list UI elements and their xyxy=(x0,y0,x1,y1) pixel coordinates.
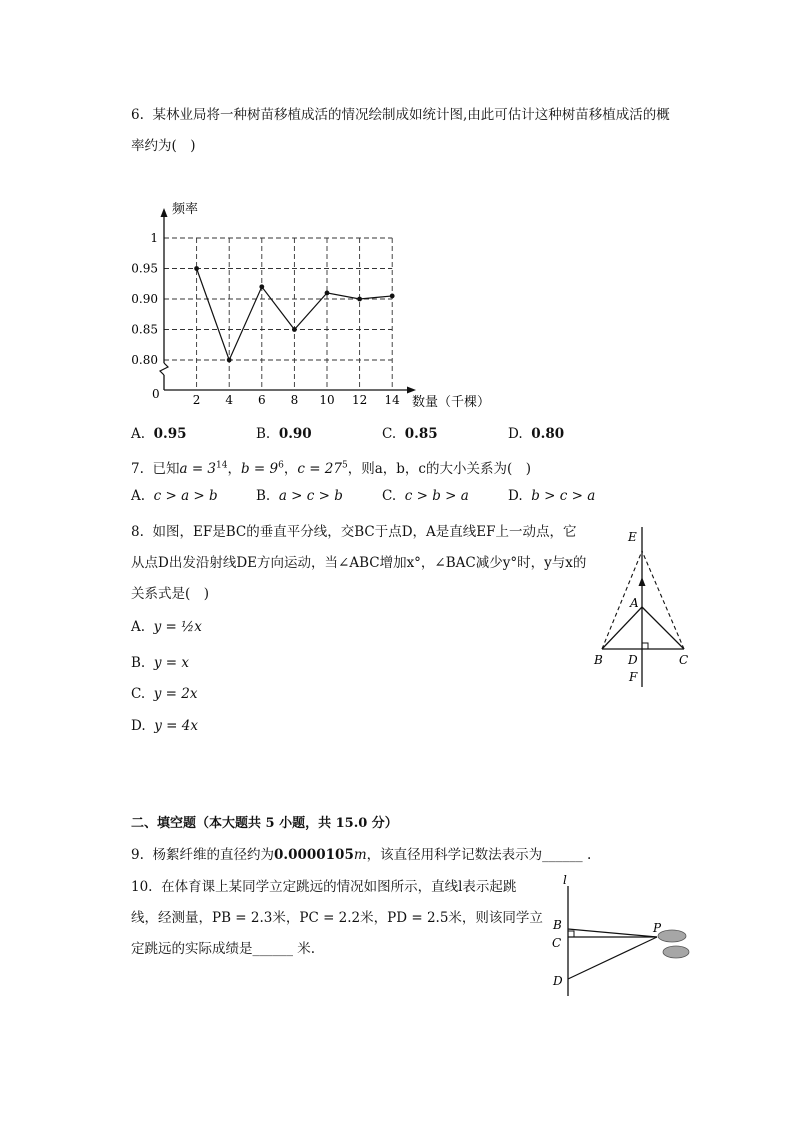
section-2-title: 二、填空题（本大题共 5 小题，共 15.0 分） xyxy=(131,816,398,831)
q7-sep-2: ， xyxy=(283,461,298,477)
label-l: l xyxy=(563,873,567,887)
chart-y-tick-label: 0.80 xyxy=(131,353,158,367)
right-angle-mark xyxy=(568,931,574,937)
q7-option-b[interactable] xyxy=(256,488,343,504)
chart-x-tick-label: 14 xyxy=(384,393,400,407)
q10-text-3: 定跳远的实际成绩是 xyxy=(131,941,253,957)
chart-y-tick-label: 0.95 xyxy=(131,261,158,276)
chart-axes xyxy=(160,208,416,394)
chart-y-arrow-icon xyxy=(161,208,168,217)
q9-answer-blank[interactable]: ______ xyxy=(542,847,583,863)
label-a: A xyxy=(630,596,639,610)
q6-option-a[interactable] xyxy=(131,426,187,442)
segment-ec-dashed xyxy=(642,551,684,649)
chart-data-point xyxy=(390,294,395,299)
q8-number: 8. xyxy=(131,524,144,540)
label-c: C xyxy=(679,653,689,667)
option-value: a > c > b xyxy=(278,488,343,504)
chart-x-tick-label: 8 xyxy=(290,393,299,407)
q10-number: 10. xyxy=(131,879,153,895)
chart-x-arrow-icon xyxy=(407,387,416,394)
q8-text-1: 如图，EF是BC的垂直平分线，交BC于点D，A是直线EF上一动点，它 xyxy=(152,524,577,540)
q7-stem xyxy=(131,457,531,477)
chart-grid xyxy=(164,238,392,390)
option-value: y = 4x xyxy=(154,718,198,734)
right-angle-mark xyxy=(642,643,648,649)
option-label: B. xyxy=(131,655,146,671)
option-label: C. xyxy=(382,426,397,442)
q10-line2: 线，经测量，PB = 2.3米，PC = 2.2米，PD = 2.5米，则该同学立 xyxy=(131,910,543,926)
q9-suffix: ，该直径用科学记数法表示为 xyxy=(366,847,543,863)
chart-y-axis-label: 频率 xyxy=(172,202,199,217)
option-label: C. xyxy=(131,686,146,702)
q9-text: 杨絮纤维的直径约为 xyxy=(152,847,274,863)
chart-y-tick-label: 0.85 xyxy=(131,322,158,337)
option-value: 0.85 xyxy=(404,426,438,442)
option-value: 0.80 xyxy=(531,426,565,442)
label-f: F xyxy=(629,670,638,684)
q10-text-1: 在体育课上某同学立定跳远的情况如图所示，直线l表示起跳 xyxy=(161,879,517,895)
option-value: y = ½x xyxy=(153,619,202,635)
chart-data-point xyxy=(259,284,264,289)
q10-answer-blank[interactable]: ______ xyxy=(252,941,293,957)
option-value: y = 2x xyxy=(153,686,198,702)
q9-number: 9. xyxy=(131,847,144,863)
chart-x-tick-label: 6 xyxy=(257,393,266,407)
chart-data-point xyxy=(357,297,362,302)
chart-axis-break xyxy=(160,363,168,375)
q7-c-eq: c = 27 xyxy=(297,461,342,477)
label-d: D xyxy=(628,653,638,667)
q8-line2: 从点D出发沿射线DE方向运动，当∠ABC增加x°，∠BAC减少y°时，y与x的 xyxy=(131,555,587,571)
q7-option-d[interactable] xyxy=(508,488,595,504)
chart-origin-label: 0 xyxy=(152,387,160,401)
q6-line-chart xyxy=(131,195,500,420)
q6-line1 xyxy=(131,103,670,123)
q9-end: . xyxy=(582,847,592,863)
q6-option-d[interactable] xyxy=(508,426,564,442)
q7-sep-1: ， xyxy=(227,461,241,477)
option-value: c > a > b xyxy=(153,488,218,504)
segment-pb xyxy=(568,929,657,937)
q6-number: 6. xyxy=(131,107,144,123)
option-label: D. xyxy=(508,426,523,442)
label-p: P xyxy=(653,921,662,935)
chart-data-point xyxy=(194,266,199,271)
chart-y-tick-label: 0.90 xyxy=(131,292,158,306)
q8-option-a[interactable] xyxy=(131,619,202,635)
option-value: b > c > a xyxy=(531,488,596,504)
option-value: 0.90 xyxy=(278,426,312,442)
q7-prefix: 已知 xyxy=(152,461,180,477)
q8-triangle-figure xyxy=(590,525,700,690)
option-label: A. xyxy=(131,488,146,504)
q10-line3 xyxy=(131,937,315,957)
option-value: c > b > a xyxy=(404,488,469,504)
chart-y-tick-label: 1 xyxy=(150,231,158,245)
footprint-icon xyxy=(663,946,689,958)
q8-line3: 关系式是( ) xyxy=(131,586,210,602)
option-label: B. xyxy=(256,488,271,504)
label-b: B xyxy=(553,918,562,932)
label-c: C xyxy=(552,936,562,950)
q8-option-d[interactable] xyxy=(131,718,198,734)
q6-option-b[interactable] xyxy=(256,426,312,442)
chart-x-tick-label: 10 xyxy=(319,393,335,407)
segment-ab xyxy=(602,607,642,649)
q9-unit: m xyxy=(353,847,367,863)
option-value: y = x xyxy=(153,655,189,671)
q6-text-1: 某林业局将一种树苗移植成活的情况绘制成如统计图,由此可估计这种树苗移植成活的概 xyxy=(152,107,670,123)
option-label: D. xyxy=(131,718,146,734)
footprint-icon xyxy=(658,930,686,942)
q8-option-c[interactable] xyxy=(131,686,197,702)
option-label: B. xyxy=(256,426,271,442)
q7-c-exp: 5 xyxy=(341,460,348,471)
q10-long-jump-figure xyxy=(545,872,695,1000)
q8-line1 xyxy=(131,520,577,540)
chart-x-axis-label: 数量（千棵） xyxy=(412,395,491,410)
option-label: D. xyxy=(508,488,523,504)
q7-option-c[interactable] xyxy=(382,488,469,504)
q7-b-exp: 6 xyxy=(278,460,284,471)
q7-option-a[interactable] xyxy=(131,488,218,504)
q10-line1 xyxy=(131,875,516,895)
q7-suffix: ，则a，b，c的大小关系为( ) xyxy=(347,461,532,477)
chart-data-point xyxy=(227,358,232,363)
q9-value: 0.0000105 xyxy=(273,847,354,863)
option-value: 0.95 xyxy=(153,426,187,442)
option-label: C. xyxy=(382,488,397,504)
q10-text-3-end: 米. xyxy=(293,941,316,957)
arrow-up-icon xyxy=(639,577,646,586)
q7-b-eq: b = 9 xyxy=(240,461,279,477)
q8-option-b[interactable] xyxy=(131,655,189,671)
chart-x-tick-label: 2 xyxy=(192,393,201,407)
q9-stem xyxy=(131,843,591,863)
option-label: A. xyxy=(131,426,146,442)
segment-pd xyxy=(568,937,657,979)
chart-data-point xyxy=(325,291,330,296)
chart-x-tick-label: 12 xyxy=(351,393,368,407)
chart-data-point xyxy=(292,327,297,332)
chart-x-tick-label: 4 xyxy=(225,393,234,407)
q7-number: 7. xyxy=(131,461,144,477)
q6-line2: 率约为( ) xyxy=(131,138,196,154)
q6-option-c[interactable] xyxy=(382,426,438,442)
q7-a-exp: 14 xyxy=(216,460,228,471)
label-e: E xyxy=(628,530,637,544)
q7-a-eq: a = 3 xyxy=(179,461,217,477)
label-d: D xyxy=(553,974,563,988)
option-label: A. xyxy=(131,619,146,635)
label-b: B xyxy=(594,653,603,667)
